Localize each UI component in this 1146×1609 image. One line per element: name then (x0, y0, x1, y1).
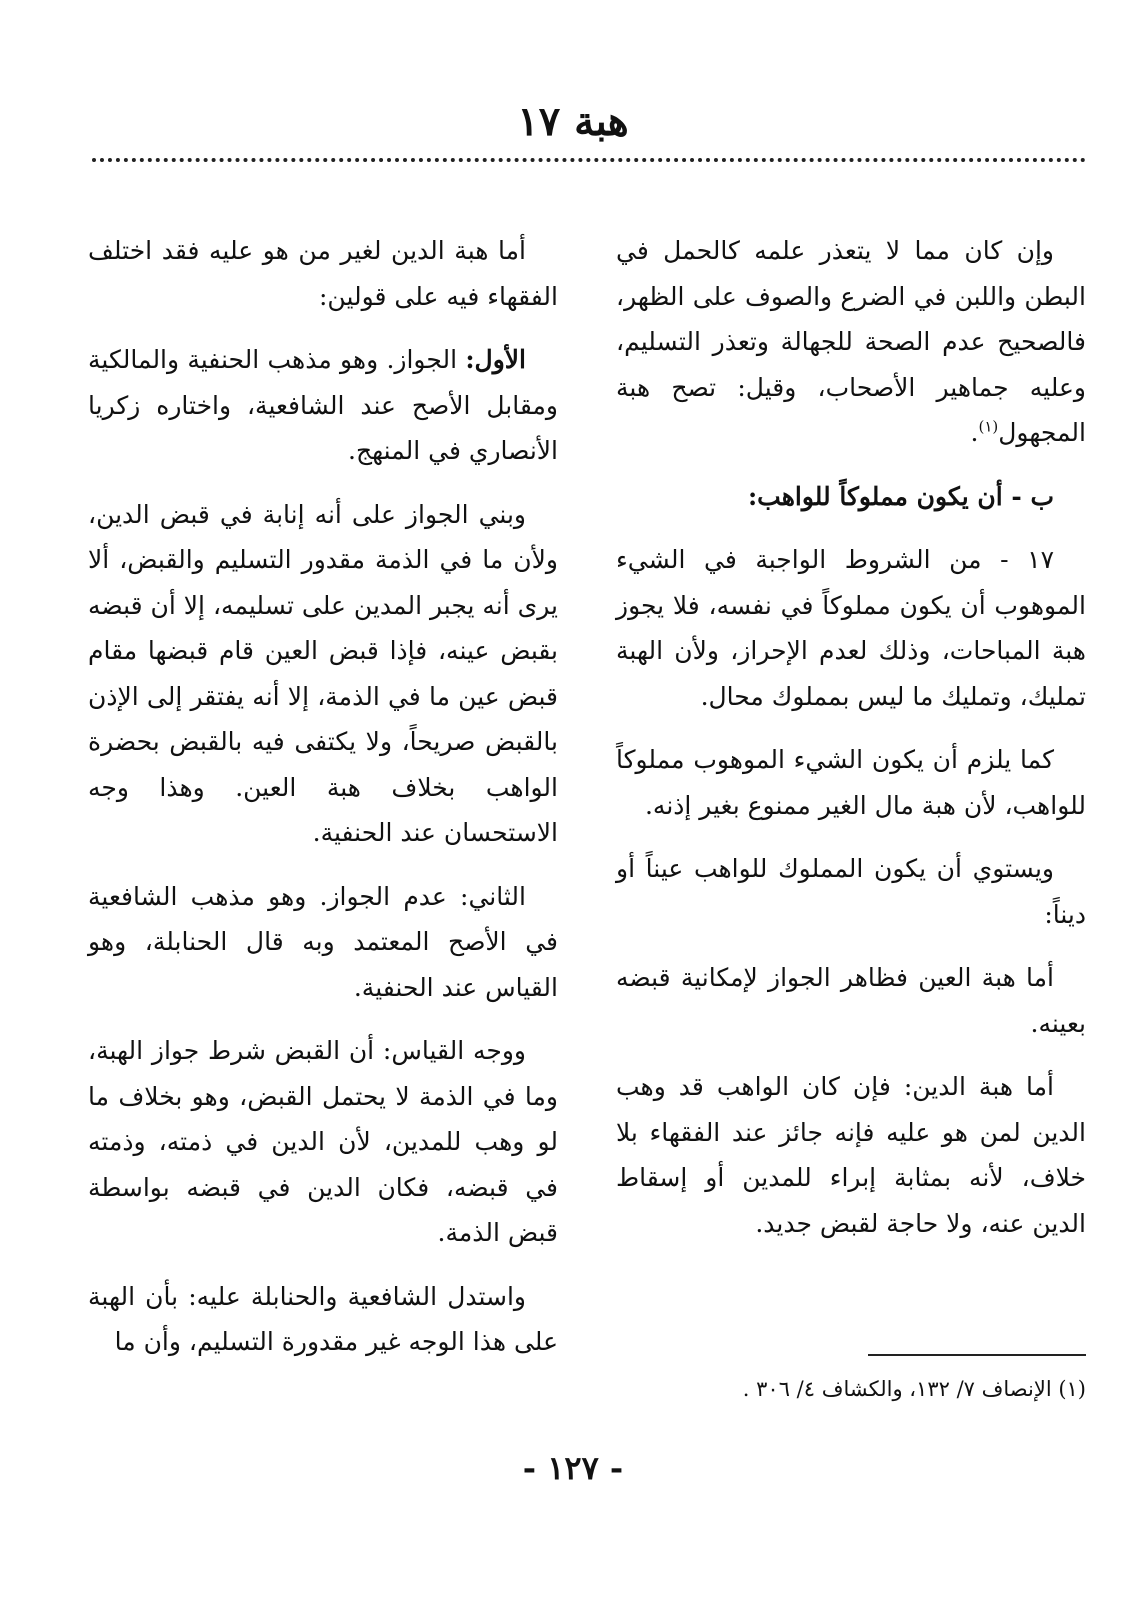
paragraph-end: . (970, 418, 979, 447)
footnote-divider (868, 1354, 1086, 1356)
header-divider (92, 158, 1086, 162)
page-number: - ١٢٧ - (522, 1449, 624, 1487)
running-title: هبة ١٧ (517, 98, 629, 145)
paragraph: أما هبة العين فظاهر الجواز لإمكانية قبضه بعينه. (616, 963, 1086, 1038)
paragraph: الثاني: عدم الجواز. وهو مذهب الشافعية في الأصح المعتمد وبه قال الحنابلة، وهو القياس عند الحنفية. (88, 881, 558, 1002)
right-column (616, 228, 1086, 1264)
paragraph: ١٧ - من الشروط الواجبة في الشيء الموهوب أن يكون مملوكاً في نفسه، فلا يجوز هبة المباحات، وذلك لعدم الإحراز، ولأن الهبة تمليك، وتمليك ما ليس بمملوك محال. (616, 545, 1086, 711)
paragraph: وبني الجواز على أنه إنابة في قبض الدين، ولأن ما في الذمة مقدور التسليم والقبض، ألا يرى أنه يجبر المدين على تسليمه، إلا أن قبضه بقبض عينه، فإذا قبض العين قام قبضها مقام قبض عين ما في الذمة، إلا أنه يفتقر إلى الإذن بالقبض صريحاً، ولا يكتفى فيه بالقبض بحضرة الواهب بخلاف هبة العين. وهذا وجه الاستحسان عند الحنفية. (88, 499, 558, 847)
paragraph (88, 337, 558, 474)
paragraph: كما يلزم أن يكون الشيء الموهوب مملوكاً للواهب، لأن هبة مال الغير ممنوع بغير إذنه. (616, 745, 1086, 820)
footnote: (١) الإنصاف ٧/ ١٣٢، والكشاف ٤/ ٣٠٦ . (742, 1377, 1086, 1401)
paragraph: أما هبة الدين: فإن كان الواهب قد وهب الدين لمن هو عليه فإنه جائز عند الفقهاء بلا خلاف، لأنه بمثابة إبراء للمدين أو إسقاط الدين عنه، ولا حاجة لقبض جديد. (616, 1072, 1086, 1238)
page-header (0, 92, 1146, 152)
paragraph: ووجه القياس: أن القبض شرط جواز الهبة، وما في الذمة لا يحتمل القبض، وهو بخلاف ما لو وهب للمدين، لأن الدين في ذمته، وذمته في قبضه، فكان الدين في قبضه بواسطة قبض الذمة. (88, 1036, 558, 1247)
left-column (88, 228, 558, 1383)
footnote-marker: (١) (978, 417, 999, 436)
paragraph: ويستوي أن يكون المملوك للواهب عيناً أو ديناً: (616, 854, 1086, 929)
paragraph-lead: الأول: (465, 345, 526, 374)
paragraph (616, 228, 1086, 456)
section-subheading: ب - أن يكون مملوكاً للواهب: (747, 481, 1054, 511)
paragraph-text: وإن كان مما لا يتعذر علمه كالحمل في البطن واللبن في الضرع والصوف على الظهر، فالصحيح عدم الصحة للجهالة وتعذر التسليم، وعليه جماهير الأصحاب، وقيل: تصح هبة المجهول (616, 236, 1086, 447)
paragraph: واستدل الشافعية والحنابلة عليه: بأن الهبة على هذا الوجه غير مقدورة التسليم، وأن ما (88, 1281, 558, 1356)
paragraph-text: الجواز. وهو مذهب الحنفية والمالكية ومقابل الأصح عند الشافعية، واختاره زكريا الأنصاري في المنهج. (88, 345, 558, 465)
paragraph: أما هبة الدين لغير من هو عليه فقد اختلف الفقهاء فيه على قولين: (88, 236, 558, 311)
